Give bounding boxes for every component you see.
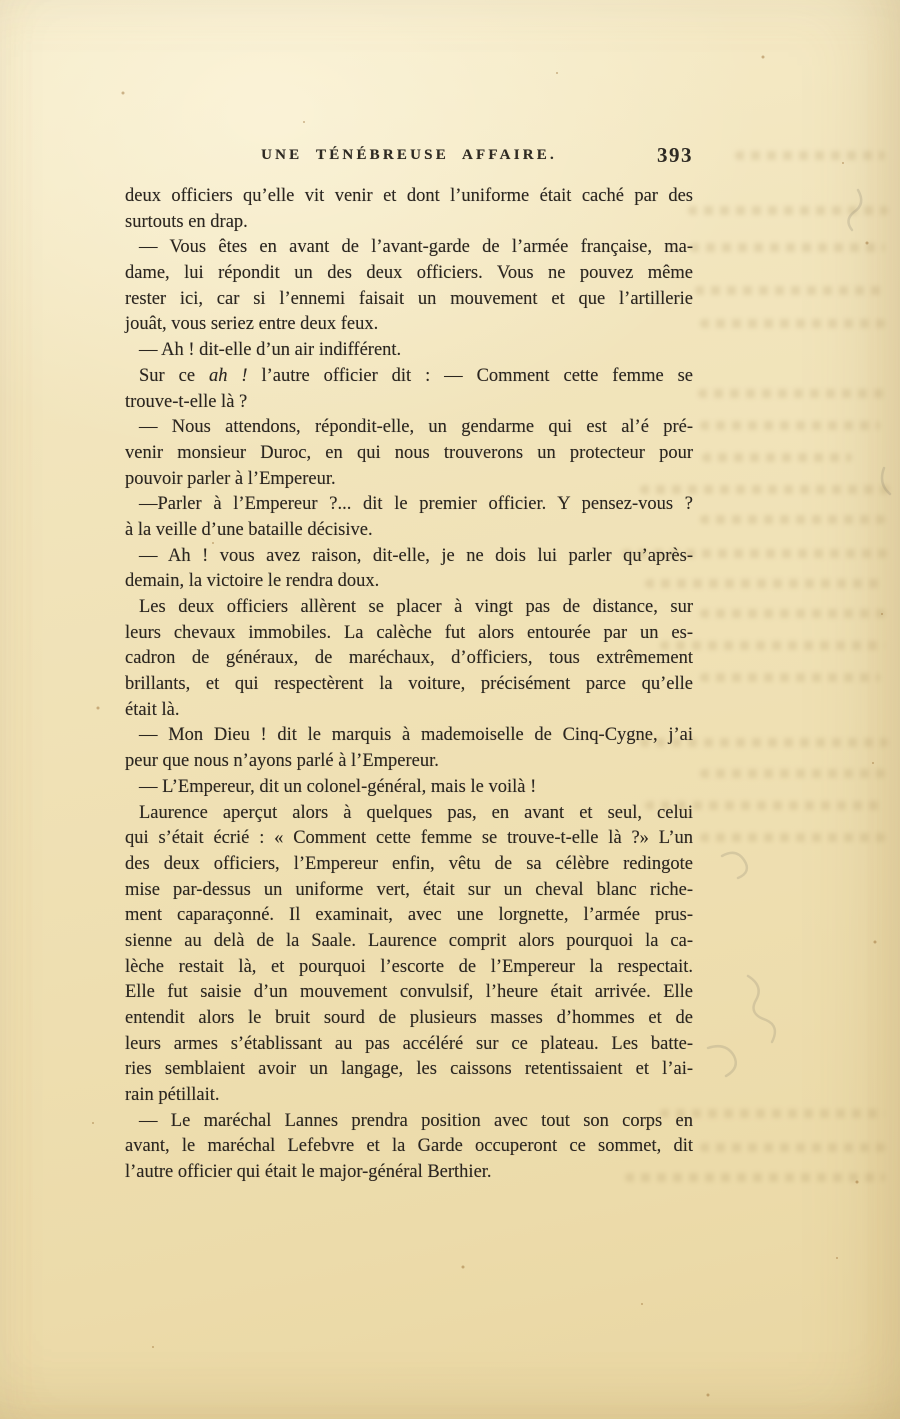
text-line: deux officiers qu’elle vit venir et dont l’uniforme était caché par des	[125, 186, 693, 206]
paragraph	[125, 415, 693, 492]
paper-specks	[0, 0, 2, 2]
text-line: ries semblaient avoir un langage, les caissons retentissaient et l’ai-	[125, 1059, 693, 1080]
text-line: leurs chevaux immobiles. La calèche fut alors entourée par un es-	[125, 622, 693, 643]
text-line: — Mon Dieu ! dit le marquis à mademoiselle de Cinq-Cygne, j’ai	[139, 725, 693, 746]
bleed-through-mark	[660, 1109, 885, 1118]
text-line: demain, la victoire le rendra doux.	[125, 571, 380, 592]
text-line: Elle fut saisie d’un mouvement convulsif, l’heure était arrivée. Elle	[125, 982, 693, 1003]
bleed-through-mark	[700, 769, 885, 778]
text-line: pouvoir parler à l’Empereur.	[125, 468, 336, 489]
text-line: — Vous êtes en avant de l’avant-garde de l’armée française, ma-	[139, 237, 693, 258]
text-line: rain pétillait.	[125, 1085, 220, 1106]
bleed-through-mark	[702, 453, 852, 462]
text-line: — Nous attendons, répondit-elle, un gendarme qui est al’é pré-	[139, 417, 693, 438]
paragraph	[125, 801, 693, 1109]
paragraph	[125, 1109, 693, 1186]
text-line: qui s’était écrié : « Comment cette femme se trouve-t-elle là ?» L’un	[125, 828, 693, 849]
text-line: — L’Empereur, dit un colonel-général, mais le voilà !	[139, 776, 537, 797]
text-line	[125, 364, 693, 390]
text-line: lèche restait là, et pourquoi l’escorte de l’Empereur la respectait.	[125, 956, 693, 977]
text-segment: Sur ce	[139, 365, 209, 386]
paragraph	[125, 492, 693, 543]
text-line: venir monsieur Duroc, en qui nous trouverons un protecteur pour	[125, 442, 693, 463]
text-line: jouât, vous seriez entre deux feux.	[125, 314, 379, 335]
text-line: — Ah ! dit-elle d’un air indifférent.	[139, 340, 402, 361]
paragraph	[125, 364, 693, 415]
text-line: —Parler à l’Empereur ?... dit le premier officier. Y pensez-vous ?	[139, 494, 693, 515]
bleed-through-mark	[700, 609, 885, 618]
text-line: Laurence aperçut alors à quelques pas, en avant et seul, celui	[139, 802, 693, 823]
bleed-through-mark	[700, 833, 885, 842]
page-number: 393	[657, 143, 693, 167]
text-line: avant, le maréchal Lefebvre et la Garde occuperont ce sommet, dit	[125, 1136, 693, 1157]
text-line: — Le maréchal Lannes prendra position avec tout son corps en	[139, 1110, 693, 1131]
paragraph	[125, 775, 693, 801]
text-line: brillants, et qui respectèrent la voiture, précisément parce qu’elle	[125, 674, 693, 695]
text-line: dame, lui répondit un des deux officiers. Vous ne pouvez même	[125, 263, 693, 284]
paragraph	[125, 595, 693, 723]
text-line: surtouts en drap.	[125, 211, 248, 232]
text-line: mise par-dessus un uniforme vert, était sur un cheval blanc riche-	[125, 879, 693, 900]
text-line: peur que nous n’ayons parlé à l’Empereur.	[125, 751, 439, 772]
text-line: à la veille d’une bataille décisive.	[125, 519, 373, 540]
bleed-through-mark	[700, 515, 885, 524]
bleed-through-mark	[700, 1143, 885, 1152]
text-line: était là.	[125, 699, 180, 720]
text-block	[125, 184, 693, 1186]
text-line: rester ici, car si l’ennemi faisait un mouvement et que l’artillerie	[125, 288, 693, 309]
text-line: leurs armes s’établissant au pas accéléré sur ce plateau. Les batte-	[125, 1033, 693, 1054]
italic-text-segment: ah !	[208, 365, 248, 386]
bleed-through-mark	[690, 243, 885, 252]
text-line: ment caparaçonné. Il examinait, avec une lorgnette, l’armée prus-	[125, 905, 693, 926]
paragraph	[125, 235, 693, 338]
text-line: entendit alors le bruit sourd de plusieurs masses d’hommes et de	[125, 1008, 693, 1028]
paragraph	[125, 544, 693, 595]
bleed-through-mark	[735, 151, 885, 160]
bleed-through-mark	[688, 206, 888, 215]
page-header	[125, 143, 693, 171]
running-title: UNE TÉNÉBREUSE AFFAIRE.	[261, 147, 557, 163]
text-line: trouve-t-elle là ?	[125, 391, 248, 412]
text-line: sienne au delà de la Saale. Laurence comprit alors pourquoi la ca-	[125, 930, 693, 951]
bleed-through-mark	[698, 389, 886, 398]
text-segment: l’autre officier dit : — Comment cette femme se	[247, 365, 693, 386]
bleed-through-mark	[700, 319, 885, 328]
bleed-through-mark	[660, 641, 885, 650]
bleed-through-mark	[700, 421, 880, 430]
text-line: Les deux officiers allèrent se placer à vingt pas de distance, sur	[139, 597, 693, 617]
paragraph	[125, 723, 693, 774]
bleed-through-mark	[695, 286, 885, 295]
paragraph	[125, 184, 693, 235]
text-line: l’autre officier qui était le major-général Berthier.	[125, 1162, 492, 1183]
text-line: — Ah ! vous avez raison, dit-elle, je ne dois lui parler qu’après-	[139, 545, 693, 566]
paragraph	[125, 338, 693, 364]
text-line: cadron de généraux, de maréchaux, d’officiers, tous extrêmement	[125, 648, 693, 669]
bleed-through-mark	[700, 673, 880, 682]
text-line: des deux officiers, l’Empereur enfin, vêtu de sa célèbre redingote	[125, 853, 693, 874]
